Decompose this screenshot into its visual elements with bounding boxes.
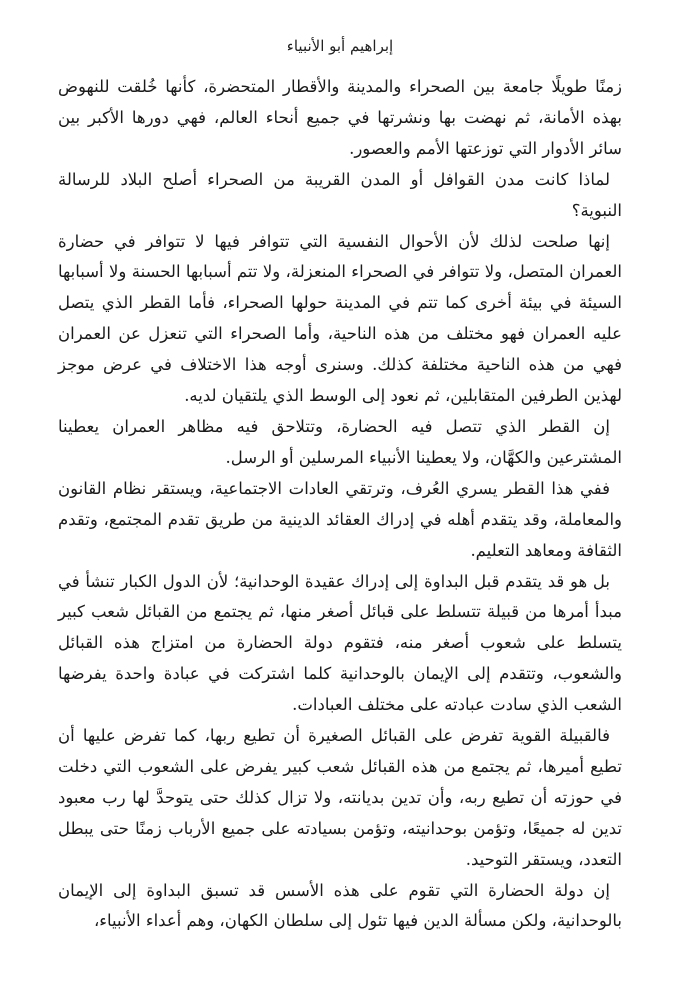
running-header: إبراهيم أبو الأنبياء <box>286 37 394 55</box>
paragraph: إنها صلحت لذلك لأن الأحوال النفسية التي تتوافر فيها لا تتوافر في حضارة العمران المتصل، ولا تتوافر في الصحراء المنعزلة، ولا تتم أسبابها الحسنة ولا أسبابها السيئة في بيئة أخرى كما تتم في المدينة حولها الصحراء، فأما القطر الذي يتصل عليه العمران فهو مختلف من هذه الناحية، وأما الصحراء التي تنعزل عن العمران فهي من هذه الناحية مختلفة كذلك. وسنرى أوجه هذا الاختلاف في عرض موجز لهذين الطرفين المتقابلين، ثم نعود إلى الوسط الذي يلتقيان لديه. <box>58 231 622 406</box>
paragraph: زمنًا طويلًا جامعة بين الصحراء والمدينة والأقطار المتحضرة، كأنها خُلقت للنهوض بهذه الأمانة، ثم نهضت بها ونشرتها في جميع أنحاء العالم، فهي دورها الأكبر بين سائر الأدوار التي توزعتها الأمم والعصور. <box>58 77 622 158</box>
paragraph: لماذا كانت مدن القوافل أو المدن القريبة من الصحراء أصلح البلاد للرسالة النبوية؟ <box>58 169 622 220</box>
paragraph: إن دولة الحضارة التي تقوم على هذه الأسس قد تسبق البداوة إلى الإيمان بالوحدانية، ولكن مسألة الدين فيها تئول إلى سلطان الكهان، وهم أعداء الأنبياء، <box>58 880 622 931</box>
paragraph: إن القطر الذي تتصل فيه الحضارة، وتتلاحق فيه مظاهر العمران يعطينا المشترعين والكهَّان، ولا يعطينا الأنبياء المرسلين أو الرسل. <box>58 416 622 467</box>
paragraph: ففي هذا القطر يسري العُرف، وترتقي العادات الاجتماعية، ويستقر نظام القانون والمعاملة، وقد يتقدم أهله في إدراك العقائد الدينية من طريق تقدم المجتمع، وتقدم الثقافة ومعاهد التعليم. <box>58 478 622 560</box>
paragraph: بل هو قد يتقدم قبل البداوة إلى إدراك عقيدة الوحدانية؛ لأن الدول الكبار تنشأ في مبدأ أمرها من قبيلة تتسلط على قبائل أصغر منها، ثم يجتمع من القبائل شعب كبير يتسلط على شعوب أصغر منه، فتقوم دولة الحضارة من امتزاج هذه القبائل والشعوب، وتتقدم إلى الإيمان بالوحدانية كلما اشتركت في عبادة واحدة يفرضها الشعب الذي سادت عبادته على مختلف العبادات. <box>58 571 622 715</box>
page-body <box>58 72 622 937</box>
paragraph: فالقبيلة القوية تفرض على القبائل الصغيرة أن تطيع ربها، كما تفرض عليها أن تطيع أميرها، ثم يجتمع من هذه القبائل شعب كبير يفرض على الشعوب التي دخلت في حوزته أن تطيع ربه، وأن تدين بديانته، ولا تزال كذلك حتى يتوحدَّ لها رب معبود تدين له جميعًا، وتؤمن بوحدانيته، وتؤمن بسيادته على جميع الأرباب زمنًا حتى يبطل التعدد، ويستقر التوحيد. <box>58 726 622 869</box>
